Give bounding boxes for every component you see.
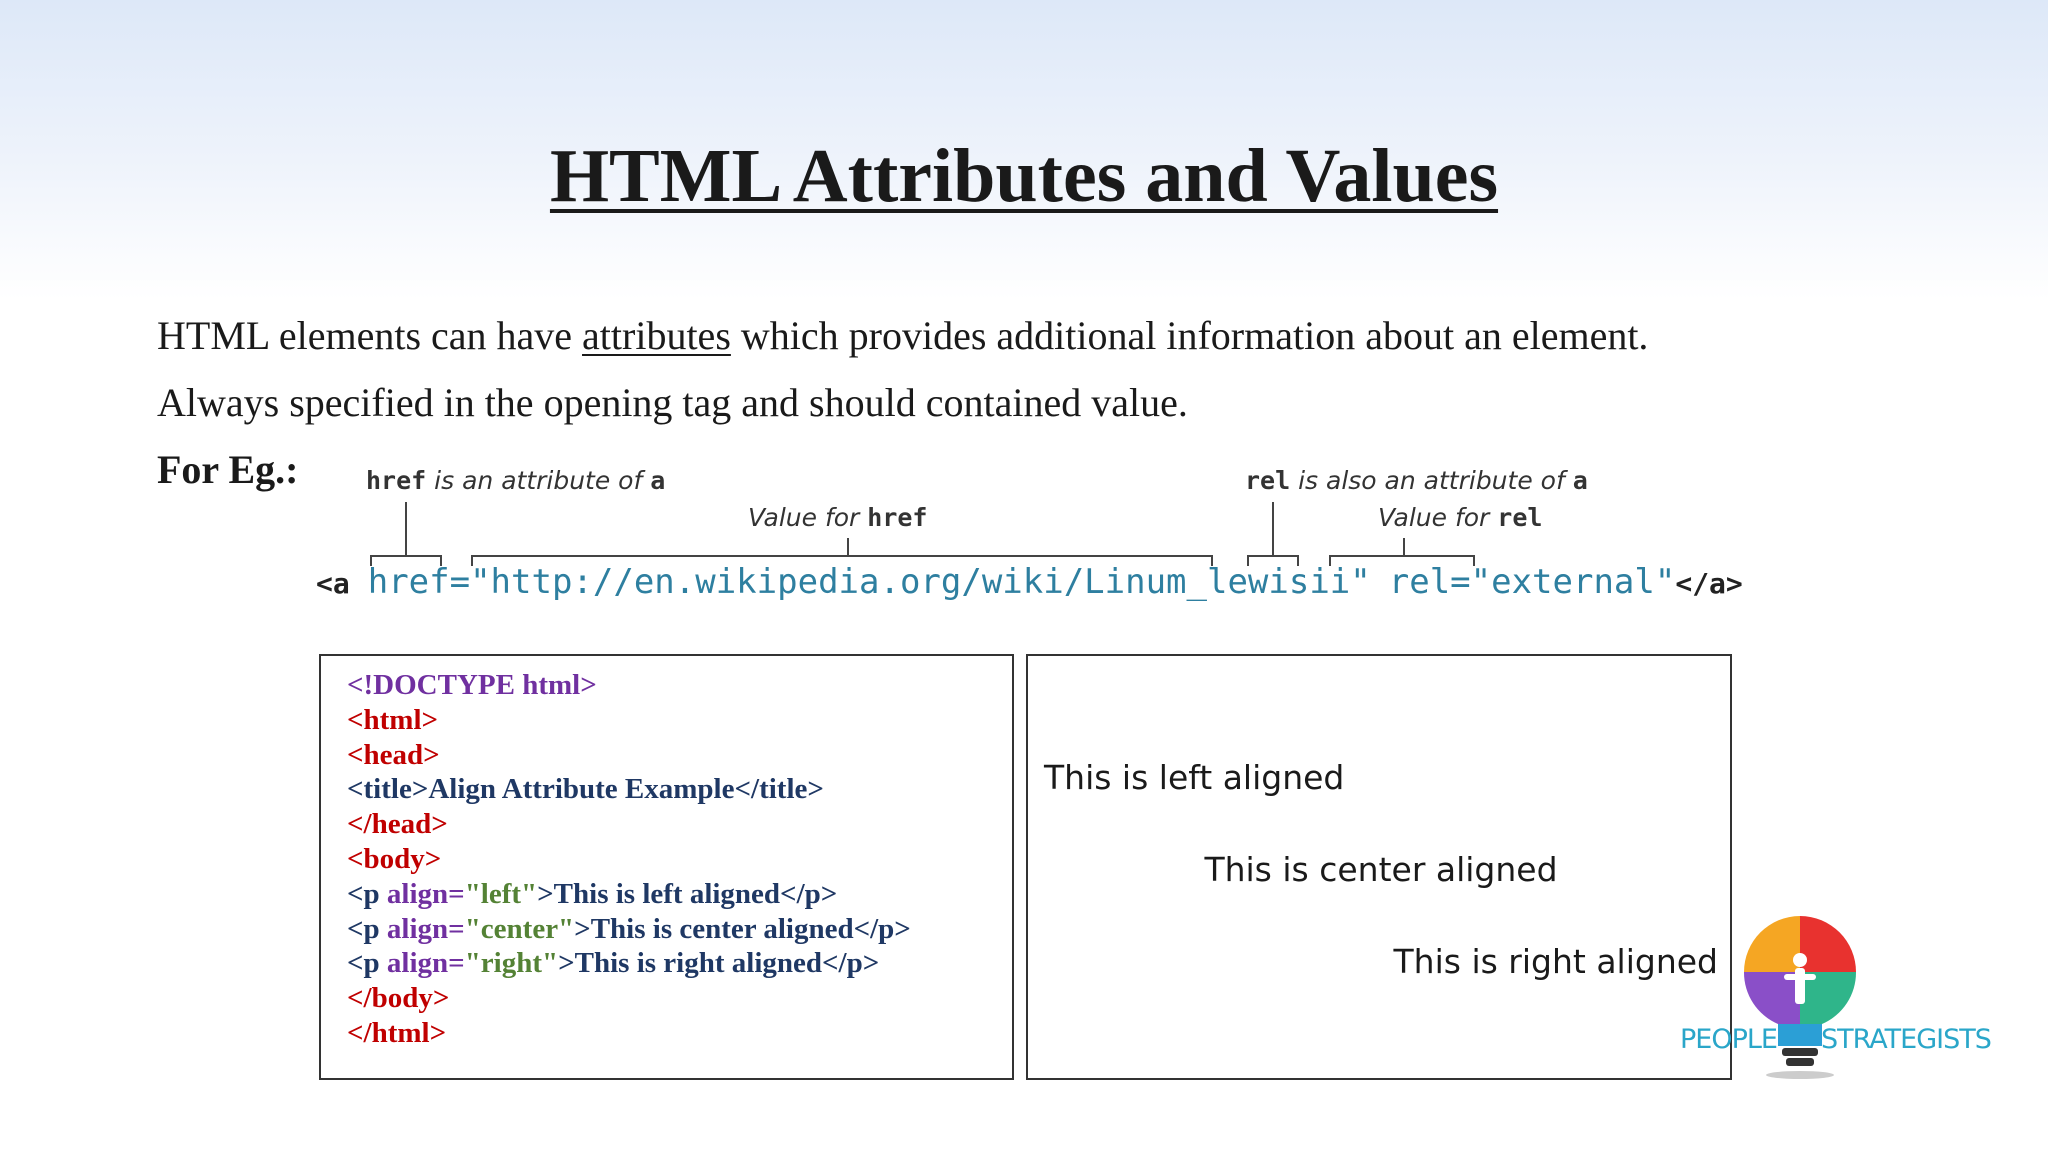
code-line: <title>Align Attribute Example</title> (347, 773, 824, 806)
code-line: <head> (347, 738, 440, 771)
intro-line-2: Always specified in the opening tag and should contained value. (157, 380, 1188, 425)
annotation-rel-value: Value for rel (1378, 503, 1543, 532)
attributes-term: attributes (582, 313, 731, 358)
output-preview-box (1026, 654, 1732, 1080)
code-line: <p align="center">This is center aligned</p> (347, 912, 911, 945)
annotation-href-attribute: href is an attribute of a (366, 466, 666, 495)
code-line: <!DOCTYPE html> (347, 669, 597, 701)
right-aligned-text: This is right aligned (1393, 942, 1718, 981)
intro-line-1: HTML elements can have attributes which provides additional information about an element. (157, 313, 1649, 358)
center-aligned-text: This is center aligned (1204, 850, 1558, 889)
rel-value: "external" (1470, 562, 1676, 602)
annotation-rel-attribute: rel is also an attribute of a (1245, 466, 1588, 495)
annotation-href-value: Value for href (748, 503, 928, 532)
href-value: "http://en.wikipedia.org/wiki/Linum_lewisii" (470, 562, 1371, 602)
code-line: <body> (347, 842, 442, 875)
code-line: <p align="left">This is left aligned</p> (347, 877, 838, 910)
left-aligned-text: This is left aligned (1044, 758, 1345, 797)
example-label: For Eg.: (157, 447, 299, 492)
logo-wordmark: PEOPLE STRATEGISTS (1680, 1024, 1991, 1055)
code-line: </html> (347, 1016, 447, 1049)
slide-title: HTML Attributes and Values (549, 134, 1499, 218)
href-bracket (371, 502, 441, 566)
rel-bracket (1248, 502, 1298, 566)
code-line: <html> (347, 703, 439, 736)
code-line: <p align="right">This is right aligned</p> (347, 947, 880, 980)
code-line: </body> (347, 982, 450, 1015)
href-attribute: href= (367, 562, 471, 602)
code-example-box (319, 654, 1014, 1080)
anchor-example-code: <a href="http://en.wikipedia.org/wiki/Linum_lewisii" rel="external"</a> (316, 562, 1743, 602)
code-line: </head> (347, 808, 448, 841)
rel-attribute: rel= (1388, 562, 1471, 602)
